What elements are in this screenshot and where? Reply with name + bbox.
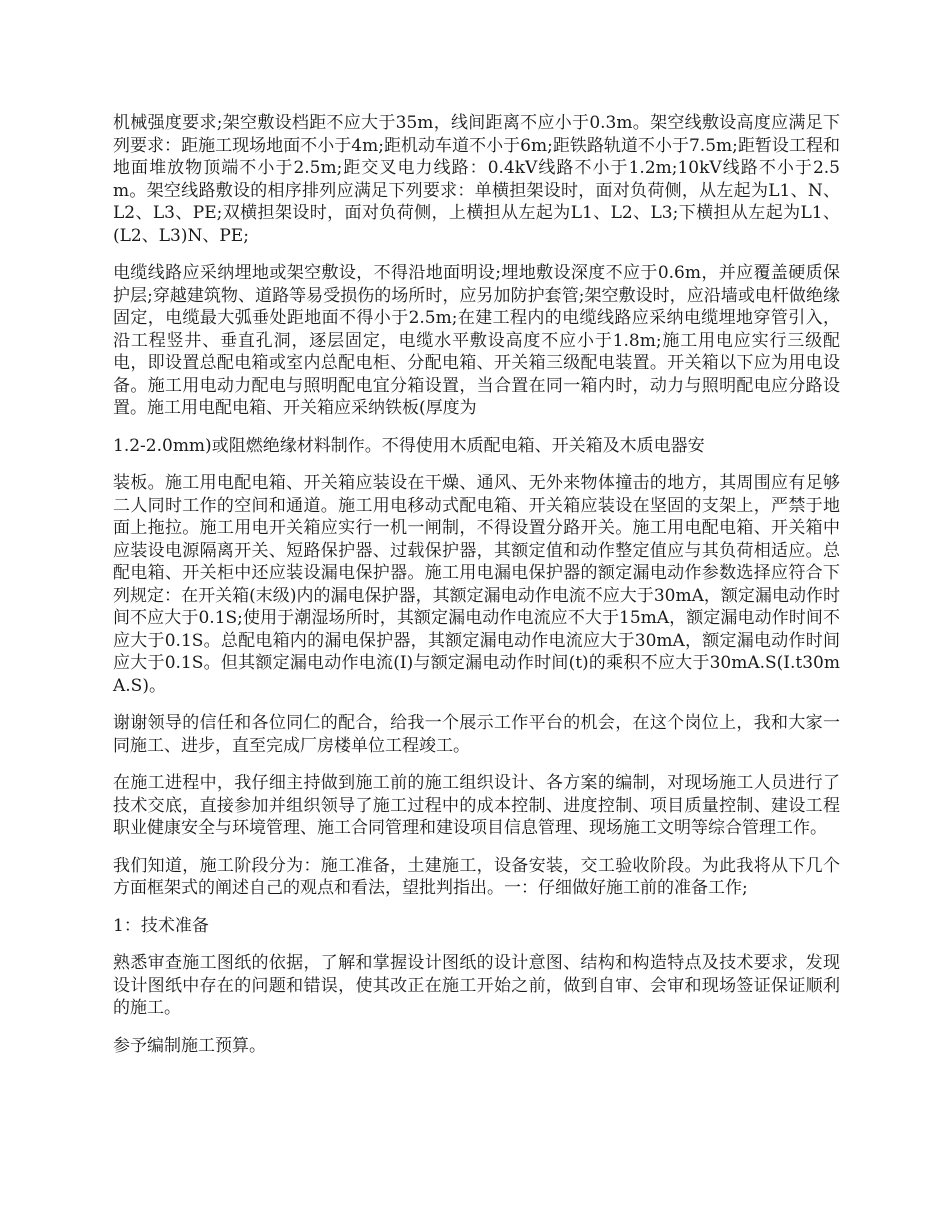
paragraph-leakage-protection: 装板。施工用电配电箱、开关箱应装设在干燥、通风、无外来物体撞击的地方，其周围应有足够二人同时工作的空间和通道。施工用电移动式配电箱、开关箱应装设在坚固的支架上，严禁于地面上拖拉。施工用电开关箱应实行一机一闸制，不得设置分路开关。施工用电配电箱、开关箱中应装设电源隔离开关、短路保护器、过载保护器，其额定值和动作整定值应与其负荷相适应。总配电箱、开关柜中还应装设漏电保护器。施工用电漏电保护器的额定漏电动作参数选择应符合下列规定：在开关箱(末级)内的漏电保护器，其额定漏电动作电流不应大于30mA，额定漏电动作时间不应大于0.1S;使用于潮湿场所时，其额定漏电动作电流应不大于15mA，额定漏电动作时间不应大于0.1S。总配电箱内的漏电保护器，其额定漏电动作电流应大于30mA，额定漏电动作时间应大于0.1S。但其额定漏电动作电流(I)与额定漏电动作时间(t)的乘积不应大于30mA.S(I.t30mA.S)。	[113, 473, 840, 696]
paragraph-budget: 参予编制施工预算。	[113, 1035, 266, 1056]
paragraph-construction-stages: 我们知道，施工阶段分为：施工准备，土建施工，设备安装，交工验收阶段。为此我将从下几个方面框架式的阐述自己的观点和看法，望批判指出。一：仔细做好施工前的准备工作;	[113, 855, 840, 898]
paragraph-cable-laying: 电缆线路应采纳埋地或架空敷设，不得沿地面明设;埋地敷设深度不应于0.6m，并应覆盖硬质保护层;穿越建筑物、道路等易受损伤的场所时，应另加防护套管;架空敷设时，应沿墙或电杆做绝缘固定，电缆最大弧垂处距地面不得小于2.5m;在建工程内的电缆线路应采纳电缆埋地穿管引入，沿工程竖井、垂直孔洞，逐层固定，电缆水平敷设高度不应小于1.8m;施工用电应实行三级配电，即设置总配电箱或室内总配电柜、分配电箱、开关箱三级配电装置。开关箱以下应为用电设备。施工用电动力配电与照明配电宜分箱设置，当合置在同一箱内时，动力与照明配电应分路设置。施工用电配电箱、开关箱应采纳铁板(厚度为	[113, 263, 841, 418]
paragraph-overhead-line-requirements: 机械强度要求;架空敷设档距不应大于35m，线间距离不应小于0.3m。架空线敷设高度应满足下列要求：距施工现场地面不小于4m;距机动车道不小于6m;距铁路轨道不小于7.5m;距暂设工程和地面堆放物顶端不小于2.5m;距交叉电力线路：0.4kV线路不小于1.2m;10kV线路不小于2.5m。架空线路敷设的相序排列应满足下列要求：单横担架设时，面对负荷侧，从左起为L1、N、L2、L3、PE;双横担架设时，面对负荷侧，上横担从左起为L1、L2、L3;下横担从左起为L1、(L2、L3)N、PE;	[113, 113, 840, 246]
paragraph-construction-process: 在施工进程中，我仔细主持做到施工前的施工组织设计、各方案的编制，对现场施工人员进行了技术交底，直接参加并组织领导了施工过程中的成本控制、进度控制、项目质量控制、建设工程职业健康安全与环境管理、施工合同管理和建设项目信息管理、现场施工文明等综合管理工作。	[113, 773, 840, 838]
paragraph-thanks: 谢谢领导的信任和各位同仁的配合，给我一个展示工作平台的机会，在这个岗位上，我和大家一同施工、进步，直至完成厂房楼单位工程竣工。	[113, 713, 840, 756]
paragraph-drawing-review: 熟悉审查施工图纸的依据，了解和掌握设计图纸的设计意图、结构和构造特点及技术要求，发现设计图纸中存在的问题和错误，使其改正在施工开始之前，做到自审、会审和现场签证保证顺利的施工。	[113, 953, 840, 1018]
section-heading-technical-preparation: 1：技术准备	[113, 915, 209, 936]
paragraph-box-materials: 1.2-2.0mm)或阻燃绝缘材料制作。不得使用木质配电箱、开关箱及木质电器安	[113, 435, 705, 456]
